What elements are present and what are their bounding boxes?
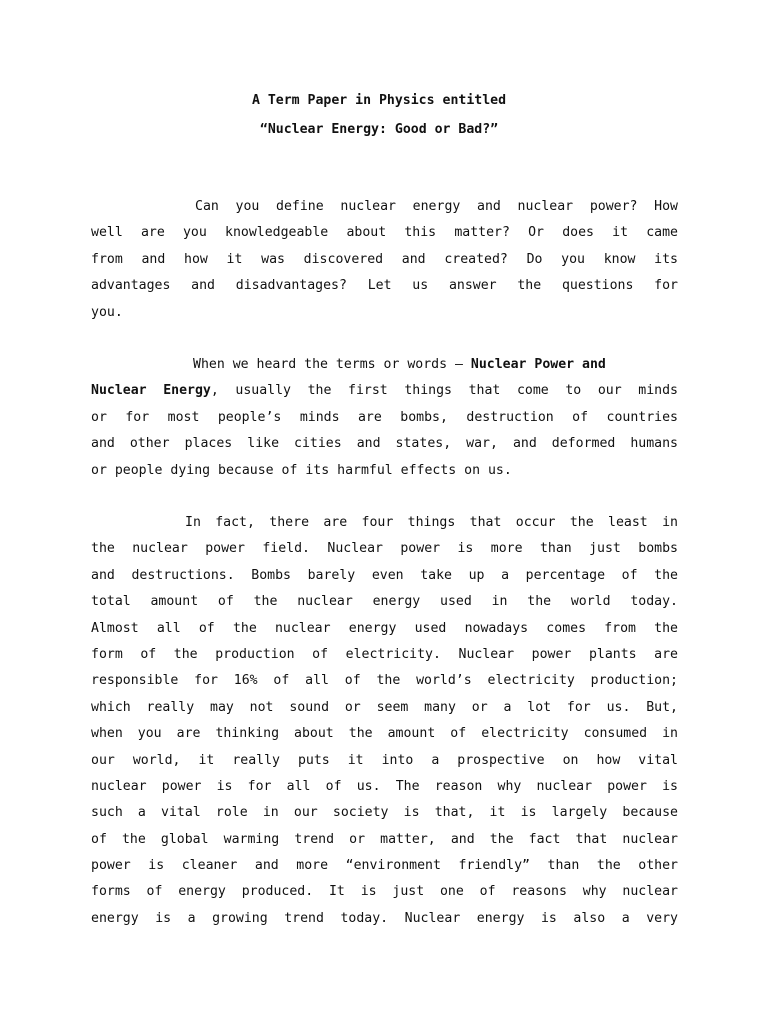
text-line: advantages and disadvantages? Let us answer the questions for — [91, 278, 678, 294]
text-line: In fact, there are four things that occur the least in — [185, 515, 678, 530]
text-line: nuclear power is for all of us. The reason why nuclear power is — [91, 778, 678, 794]
text-line: when you are thinking about the amount of electricity consumed in — [91, 726, 678, 742]
text-line: such a vital role in our society is that, it is largely because — [91, 805, 678, 821]
text-line: or people dying because of its harmful effects on us. — [91, 462, 512, 478]
paper-title-line-2: “Nuclear Energy: Good or Bad?” — [259, 122, 499, 137]
text-line: energy is a growing trend today. Nuclear energy is also a very — [91, 910, 678, 926]
text-line: When we heard the terms or words – Nuclear Power and — [193, 357, 606, 372]
text-line: from and how it was discovered and created? Do you know its — [91, 251, 678, 267]
text-line: which really may not sound or seem many or a lot for us. But, — [91, 699, 678, 715]
text-line: and other places like cities and states, war, and deformed humans — [91, 436, 678, 452]
text-line: form of the production of electricity. Nuclear power plants are — [91, 646, 678, 662]
text-line: and destructions. Bombs barely even take up a percentage of the — [91, 567, 678, 583]
text-line: Nuclear Energy, usually the first things that come to our minds — [91, 383, 678, 399]
text-line: forms of energy produced. It is just one of reasons why nuclear — [91, 884, 678, 900]
text-line: you. — [91, 304, 123, 320]
text-line: total amount of the nuclear energy used in the world today. — [91, 594, 678, 610]
paragraph-3 — [91, 510, 678, 932]
text-line: our world, it really puts it into a prospective on how vital — [91, 752, 678, 768]
text-line: power is cleaner and more “environment friendly” than the other — [91, 858, 678, 874]
text-line: or for most people’s minds are bombs, destruction of countries — [91, 409, 678, 425]
text-line: of the global warming trend or matter, and the fact that nuclear — [91, 831, 678, 847]
bold-term: Nuclear Energy — [91, 383, 211, 399]
text-line: Almost all of the nuclear energy used nowadays comes from the — [91, 620, 678, 636]
bold-term: Nuclear Power and — [470, 357, 606, 372]
paragraph-2 — [91, 352, 678, 484]
text-line: well are you knowledgeable about this matter? Or does it came — [91, 225, 678, 241]
text-line: responsible for 16% of all of the world’s electricity production; — [91, 673, 678, 689]
text-line: Can you define nuclear energy and nuclear power? How — [195, 199, 678, 214]
text-line: the nuclear power field. Nuclear power is more than just bombs — [91, 541, 678, 557]
paragraph-1 — [91, 194, 678, 326]
paper-title-line-1: A Term Paper in Physics entitled — [251, 93, 507, 108]
